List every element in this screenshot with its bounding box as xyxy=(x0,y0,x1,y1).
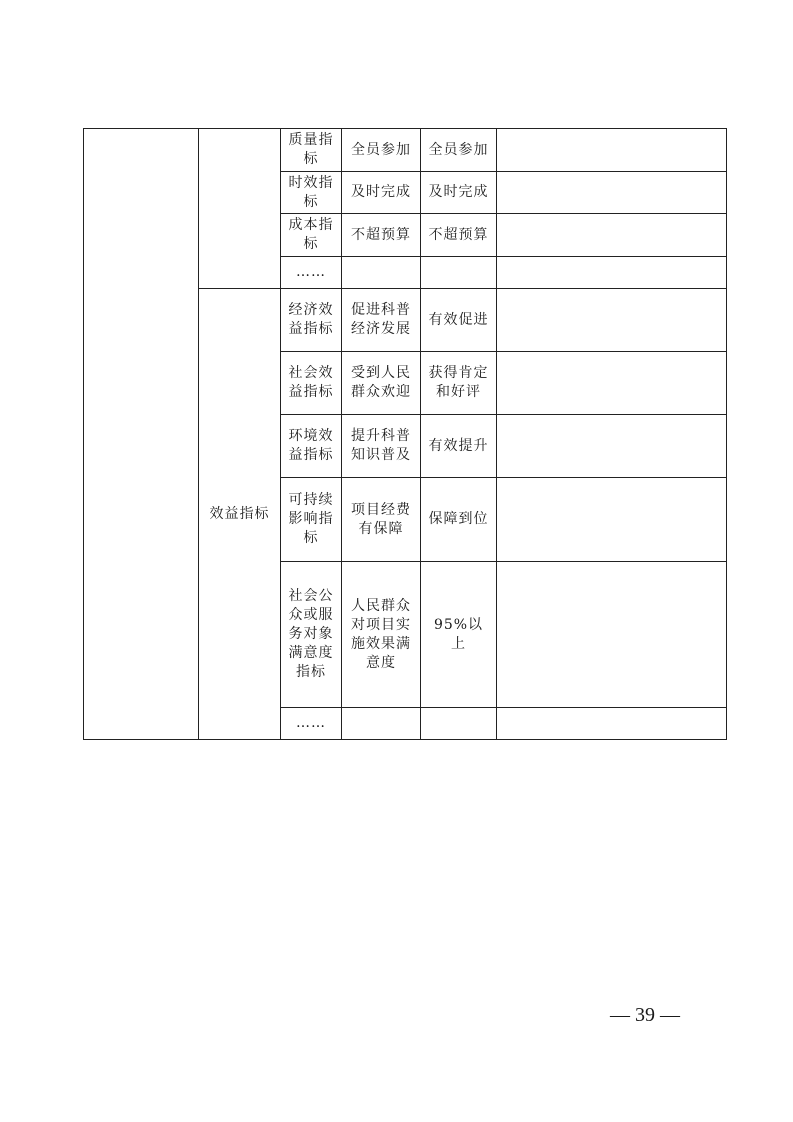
page-number: — 39 — xyxy=(610,1004,680,1026)
indicator-remark-cell xyxy=(497,708,727,740)
indicator-content-cell: 促进科普经济发展 xyxy=(342,289,421,352)
indicator-value-cell: 全员参加 xyxy=(421,129,497,172)
indicator-remark-cell xyxy=(497,415,727,478)
indicator-remark-cell xyxy=(497,257,727,289)
indicator-remark-cell xyxy=(497,129,727,172)
indicator-content-cell: 不超预算 xyxy=(342,214,421,257)
performance-indicator-table xyxy=(83,128,727,740)
indicator-remark-cell xyxy=(497,289,727,352)
indicator-value-cell xyxy=(421,257,497,289)
indicator-content-cell: 受到人民群众欢迎 xyxy=(342,352,421,415)
indicator-value-cell: 有效促进 xyxy=(421,289,497,352)
indicator-value-cell: 获得肯定和好评 xyxy=(421,352,497,415)
indicator-remark-cell xyxy=(497,172,727,214)
indicator-content-cell: 提升科普知识普及 xyxy=(342,415,421,478)
table-row xyxy=(84,129,727,172)
indicator-content-cell: 项目经费有保障 xyxy=(342,478,421,562)
first-level-indicator-cell xyxy=(84,129,199,740)
third-level-indicator-cell: 环境效益指标 xyxy=(281,415,342,478)
third-level-indicator-cell: 社会效益指标 xyxy=(281,352,342,415)
indicator-value-cell: 及时完成 xyxy=(421,172,497,214)
third-level-indicator-cell: 社会公众或服务对象满意度指标 xyxy=(281,562,342,708)
indicator-content-cell: 人民群众对项目实施效果满意度 xyxy=(342,562,421,708)
third-level-indicator-cell: …… xyxy=(281,257,342,289)
indicator-value-cell: 不超预算 xyxy=(421,214,497,257)
indicator-content-cell xyxy=(342,708,421,740)
third-level-indicator-cell: 成本指标 xyxy=(281,214,342,257)
third-level-indicator-cell: 经济效益指标 xyxy=(281,289,342,352)
indicator-value-cell: 有效提升 xyxy=(421,415,497,478)
indicator-content-cell: 及时完成 xyxy=(342,172,421,214)
indicator-value-cell: 95%以上 xyxy=(421,562,497,708)
indicator-value-cell xyxy=(421,708,497,740)
benefit-indicator-cell: 效益指标 xyxy=(199,289,281,740)
output-indicator-cell xyxy=(199,129,281,289)
indicator-content-cell xyxy=(342,257,421,289)
indicator-remark-cell xyxy=(497,352,727,415)
indicator-content-cell: 全员参加 xyxy=(342,129,421,172)
indicator-value-cell: 保障到位 xyxy=(421,478,497,562)
third-level-indicator-cell: 质量指标 xyxy=(281,129,342,172)
indicator-remark-cell xyxy=(497,214,727,257)
third-level-indicator-cell: …… xyxy=(281,708,342,740)
indicator-remark-cell xyxy=(497,478,727,562)
indicator-remark-cell xyxy=(497,562,727,708)
third-level-indicator-cell: 可持续影响指标 xyxy=(281,478,342,562)
third-level-indicator-cell: 时效指标 xyxy=(281,172,342,214)
